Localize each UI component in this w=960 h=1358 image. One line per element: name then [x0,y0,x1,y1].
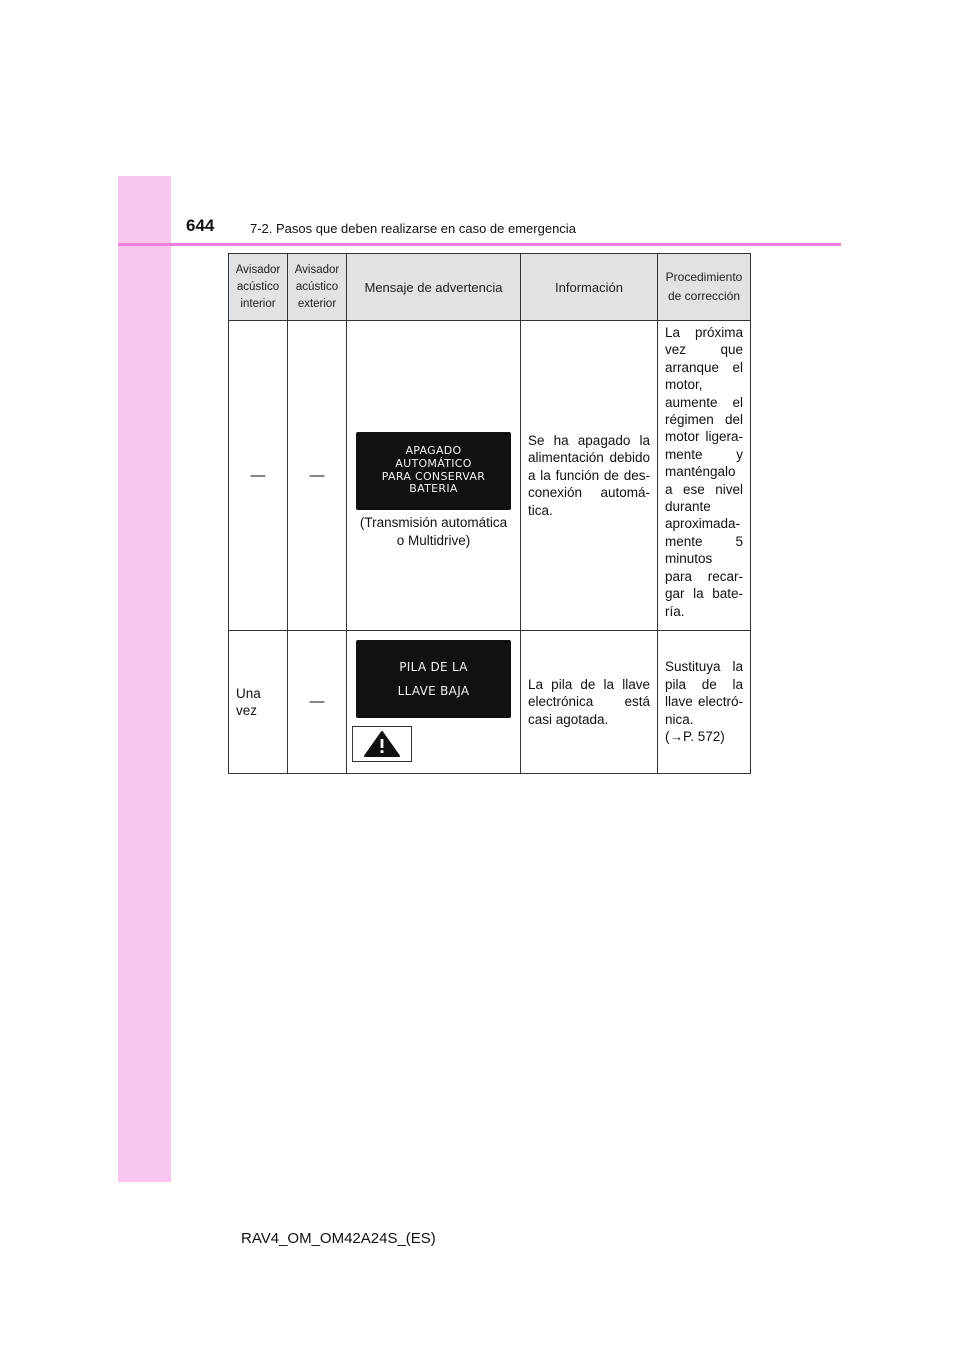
information-cell [521,631,658,774]
exterior-buzzer-cell: — [288,321,347,631]
display-auto-power-off [356,432,511,510]
interior-buzzer-cell: — [229,321,288,631]
interior-buzzer-text: Una vez [236,685,261,718]
table-row [229,631,751,774]
exterior-buzzer-cell: — [288,631,347,774]
display-text: AUTOMÁTICO [395,456,472,470]
table-row [229,321,751,631]
section-title: 7-2. Pasos que deben realizarse en caso de emergencia [250,221,576,236]
page-reference: (→P. 572) [665,729,725,745]
caption-text: (Transmisión automática [359,514,508,530]
table-header-row [229,254,751,321]
display-text: BATERIA [409,482,458,496]
warning-message-cell [347,631,521,774]
information-cell [521,321,658,631]
header-exterior-buzzer [288,254,347,321]
header-information: Información [521,254,658,321]
transmission-caption [347,514,520,550]
procedure-text: Sustituya la pila de la llave electró-nica. [665,659,743,727]
header-text: Avisador [235,263,281,276]
information-text: Se ha apagado la alimentación debido a la función de des-conexión automá-tica. [528,432,650,518]
warning-triangle-icon [352,726,412,762]
header-text: acústico [236,280,280,293]
procedure-cell [658,321,751,631]
header-text: exterior [297,297,337,310]
information-text: La pila de la llave electrónica está casi agotada. [528,676,650,727]
warning-triangle-shape [363,730,401,758]
header-interior-buzzer [229,254,288,321]
header-correction-procedure [658,254,751,321]
page-number: 644 [186,216,215,235]
procedure-cell [658,631,751,774]
side-color-band [118,176,171,1182]
procedure-text: La próxima vez que arranque el motor, aumente el régimen del motor ligera-mente y manténgalo a ese nivel durante aproximada-mente 5 minutos para recar-gar la bate-ría. [665,325,743,619]
header-text: de corrección [667,289,741,303]
display-text: APAGADO [405,443,462,457]
warning-message-table [228,253,751,774]
display-text: PARA CONSERVAR [381,469,486,483]
interior-buzzer-cell [229,631,288,774]
header-divider [118,243,841,246]
display-text: PILA DE LA [399,660,468,674]
header-text: interior [240,297,276,310]
document-code: RAV4_OM_OM42A24S_(ES) [241,1230,436,1247]
caption-text: o Multidrive) [396,532,471,548]
header-text: Avisador [294,263,340,276]
display-text: LLAVE BAJA [397,684,470,698]
warning-message-cell [347,321,521,631]
header-text: acústico [295,280,339,293]
display-key-battery-low [356,640,511,718]
header-warning-message: Mensaje de advertencia [347,254,521,321]
header-text: Procedimiento [665,270,743,284]
